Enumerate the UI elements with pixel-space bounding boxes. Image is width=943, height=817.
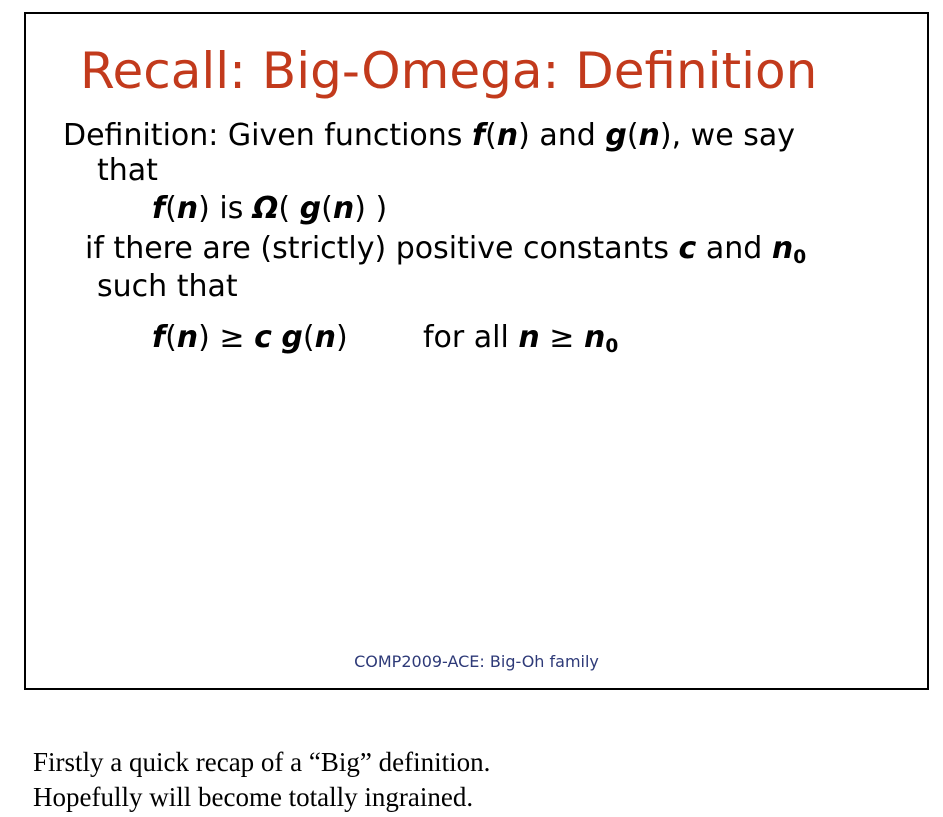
inequality-formula bbox=[152, 320, 348, 356]
inequality-condition bbox=[423, 320, 618, 365]
notes-line-2: Hopefully will become totally ingrained. bbox=[33, 782, 474, 812]
function-f: f bbox=[152, 191, 166, 226]
function-f: f bbox=[471, 118, 486, 153]
geq-symbol: ) ≥ bbox=[198, 320, 255, 355]
variable-n: n bbox=[496, 118, 519, 153]
paren-open: ( bbox=[302, 320, 315, 355]
paren-close: ) ) bbox=[354, 191, 388, 226]
we-say-text: ), we say bbox=[659, 118, 795, 153]
paren-close: ) bbox=[335, 320, 348, 355]
definition-line-2 bbox=[97, 153, 158, 189]
slide-footer: COMP2009-ACE: Big-Oh family bbox=[354, 652, 599, 671]
subscript-zero: 0 bbox=[793, 247, 807, 269]
for-all-text: for all bbox=[423, 320, 519, 355]
constant-c: c bbox=[678, 231, 697, 266]
definition-intro-text: Definition: Given functions bbox=[63, 118, 472, 153]
definition-line-5 bbox=[97, 269, 238, 305]
paren-open: ( bbox=[626, 118, 639, 153]
paren-open: ( bbox=[165, 191, 177, 226]
that-text: that bbox=[97, 153, 158, 188]
notes-line-1: Firstly a quick recap of a “Big” definition. bbox=[33, 747, 491, 777]
paren-open: ( bbox=[278, 191, 300, 226]
such-that-text: such that bbox=[97, 269, 238, 304]
paren-open: ( bbox=[165, 320, 177, 355]
definition-line-3 bbox=[152, 191, 387, 227]
space bbox=[272, 320, 282, 355]
variable-n: n bbox=[518, 320, 540, 355]
constants-text: if there are (strictly) positive constants bbox=[85, 231, 679, 266]
paren-open: ( bbox=[485, 118, 497, 153]
variable-n: n bbox=[176, 320, 199, 355]
and-text: ) and bbox=[518, 118, 606, 153]
paren-open: ( bbox=[321, 191, 333, 226]
variable-n: n bbox=[314, 320, 336, 355]
function-g: g bbox=[605, 118, 627, 153]
subscript-zero: 0 bbox=[605, 336, 619, 358]
geq-symbol: ≥ bbox=[539, 320, 584, 355]
variable-n: n bbox=[176, 191, 199, 226]
constant-n0: n bbox=[771, 231, 794, 266]
is-text: ) is bbox=[198, 191, 253, 226]
function-g: g bbox=[299, 191, 322, 226]
variable-n: n bbox=[332, 191, 355, 226]
function-g: g bbox=[281, 320, 303, 355]
and-text: and bbox=[696, 231, 772, 266]
constant-n0: n bbox=[583, 320, 606, 355]
definition-line-1 bbox=[63, 118, 795, 154]
function-f: f bbox=[152, 320, 166, 355]
variable-n: n bbox=[638, 118, 660, 153]
constant-c: c bbox=[254, 320, 272, 355]
omega-symbol: Ω bbox=[252, 191, 279, 226]
slide-title: Recall: Big-Omega: Definition bbox=[80, 42, 818, 100]
